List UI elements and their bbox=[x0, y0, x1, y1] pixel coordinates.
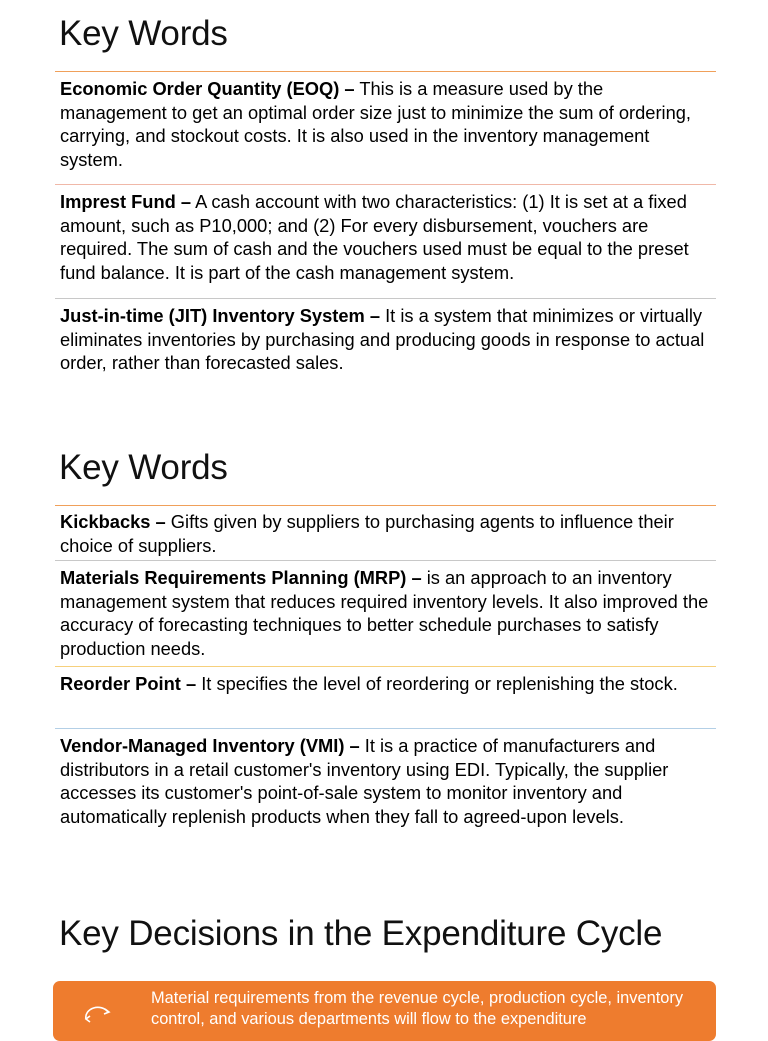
cycle-arrows-icon bbox=[81, 1003, 115, 1030]
slide-title: Key Decisions in the Expenditure Cycle bbox=[59, 914, 663, 953]
divider bbox=[55, 71, 716, 72]
definition: It is a system that minimizes or virtually eliminates inventories by purchasing and producing goods in response to actual order, rather than forecasted sales. bbox=[60, 305, 705, 374]
term: Imprest Fund – bbox=[60, 191, 192, 212]
definition-item-kickbacks bbox=[55, 510, 716, 557]
term: Economic Order Quantity (EOQ) – bbox=[60, 78, 355, 99]
banner-text: Material requirements from the revenue cycle, production cycle, inventory control, and various departments will flow to the expenditure bbox=[151, 989, 684, 1028]
definition-item-vmi bbox=[55, 734, 716, 829]
definition-item-eoq bbox=[55, 77, 716, 172]
term: Reorder Point – bbox=[60, 673, 197, 694]
definition: is an approach to an inventory management system that reduces required inventory levels. It also improved the accuracy of forecasting techniques to better schedule purchases to satisfy production needs. bbox=[60, 567, 709, 660]
definition: A cash account with two characteristics: (1) It is set at a fixed amount, such as P10,000; and (2) For every disbursement, vouchers are required. The sum of cash and the vouchers used must be equal to the preset fund balance. It is part of the cash management system. bbox=[60, 191, 689, 284]
divider bbox=[55, 298, 716, 299]
term: Materials Requirements Planning (MRP) – bbox=[60, 567, 422, 588]
divider bbox=[55, 505, 716, 506]
divider bbox=[55, 666, 716, 667]
definition-item-jit bbox=[55, 304, 716, 375]
divider bbox=[55, 184, 716, 185]
definition: It is a practice of manufacturers and distributors in a retail customer's inventory using EDI. Typically, the supplier accesses its customer's point-of-sale system to monitor inventory and automatically replenish products when they fall to agreed-upon levels. bbox=[60, 735, 669, 828]
info-banner bbox=[53, 981, 716, 1041]
definition-item-mrp bbox=[55, 566, 716, 661]
term: Vendor-Managed Inventory (VMI) – bbox=[60, 735, 360, 756]
slide-key-words-2 bbox=[0, 434, 768, 874]
divider bbox=[55, 728, 716, 729]
definition: It specifies the level of reordering or replenishing the stock. bbox=[196, 673, 678, 694]
slide-key-words-1 bbox=[0, 0, 768, 400]
term: Kickbacks – bbox=[60, 511, 166, 532]
definition-item-imprest-fund bbox=[55, 190, 716, 285]
divider bbox=[55, 560, 716, 561]
definition: Gifts given by suppliers to purchasing agents to influence their choice of suppliers. bbox=[60, 511, 674, 556]
term: Just-in-time (JIT) Inventory System – bbox=[60, 305, 380, 326]
definition: This is a measure used by the management to get an optimal order size just to minimize the sum of ordering, carrying, and stockout costs. It is also used in the inventory management system. bbox=[60, 78, 692, 171]
slide-title: Key Words bbox=[59, 448, 228, 487]
definition-item-reorder-point bbox=[55, 672, 716, 696]
slide-title: Key Words bbox=[59, 14, 228, 53]
